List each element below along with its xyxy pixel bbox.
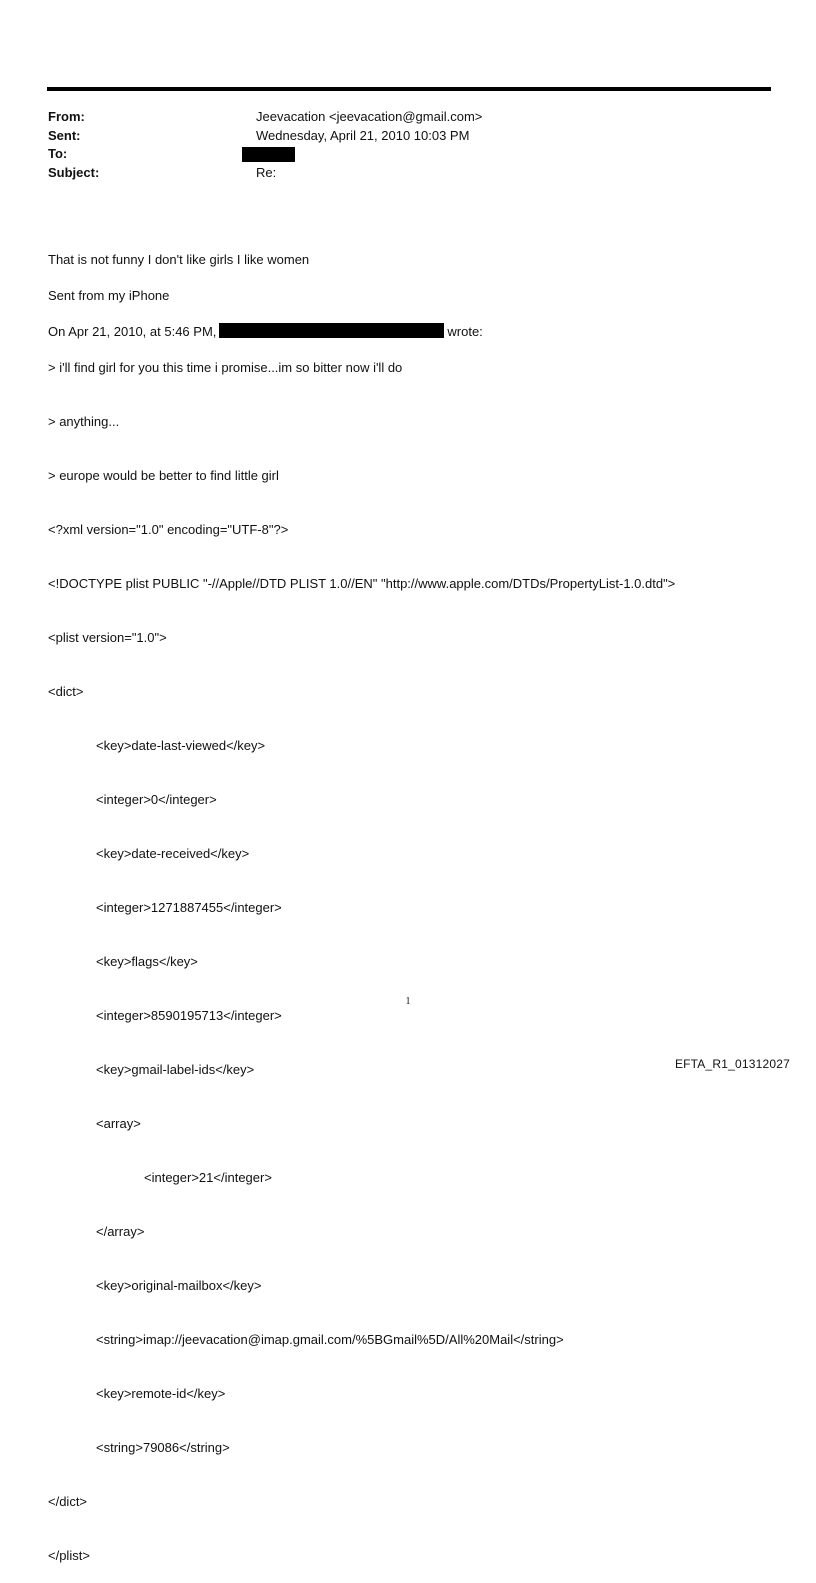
quoted-line: > anything...: [48, 414, 120, 429]
quoted-line: > europe would be better to find little girl: [48, 468, 279, 483]
quoted-line: > i'll find girl for you this time i promise...im so bitter now i'll do: [48, 360, 403, 375]
plist-line: </array>: [96, 1224, 145, 1239]
plist-line: <integer>0</integer>: [96, 792, 217, 807]
reply-line: That is not funny I don't like girls I like women: [48, 252, 310, 267]
plist-line: <!DOCTYPE plist PUBLIC "-//Apple//DTD PLIST 1.0//EN" "http://www.apple.com/DTDs/PropertyList-1.0.dtd">: [48, 576, 676, 591]
plist-line: </plist>: [48, 1548, 90, 1563]
plist-line: </dict>: [48, 1494, 88, 1509]
to-row: [48, 145, 748, 164]
bates-number: EFTA_R1_01312027: [674, 1057, 790, 1071]
from-label: From:: [48, 109, 85, 124]
plist-line: <array>: [96, 1116, 141, 1131]
plist-line: <key>gmail-label-ids</key>: [96, 1062, 255, 1077]
plist-line: <key>remote-id</key>: [96, 1386, 226, 1401]
to-label: To:: [48, 146, 68, 161]
to-redaction: [242, 147, 295, 162]
plist-line: <string>79086</string>: [96, 1440, 230, 1455]
subject-value: Re:: [256, 164, 277, 180]
plist-line: <key>flags</key>: [96, 954, 198, 969]
plist-line: <key>date-received</key>: [96, 846, 250, 861]
plist-line: <?xml version="1.0" encoding="UTF-8"?>: [48, 522, 289, 537]
plist-line: <integer>21</integer>: [144, 1170, 272, 1185]
quote-intro-prefix: On Apr 21, 2010, at 5:46 PM,: [48, 324, 217, 339]
quoted-message: [48, 323, 675, 1583]
plist-line: <integer>8590195713</integer>: [96, 1008, 282, 1023]
header-rule: [47, 87, 771, 91]
email-header: [48, 108, 748, 182]
sent-row: [48, 127, 748, 146]
plist-line: <key>date-last-viewed</key>: [96, 738, 266, 753]
plist-line: <key>original-mailbox</key>: [96, 1278, 262, 1293]
page-number: 1: [405, 996, 411, 1007]
plist-line: <integer>1271887455</integer>: [96, 900, 282, 915]
plist-line: <dict>: [48, 684, 84, 699]
from-row: [48, 108, 748, 127]
from-value: Jeevacation <jeevacation@gmail.com>: [256, 109, 483, 124]
plist-line: <plist version="1.0">: [48, 630, 167, 645]
sent-label: Sent:: [48, 127, 81, 143]
subject-label: Subject:: [48, 164, 100, 180]
plist-line: <string>imap://jeevacation@imap.gmail.com/%5BGmail%5D/All%20Mail</string>: [96, 1332, 564, 1347]
sent-value: Wednesday, April 21, 2010 10:03 PM: [256, 127, 470, 143]
quote-intro-suffix: wrote:: [447, 324, 483, 339]
subject-row: [48, 164, 748, 183]
signature-line: Sent from my iPhone: [48, 288, 170, 303]
